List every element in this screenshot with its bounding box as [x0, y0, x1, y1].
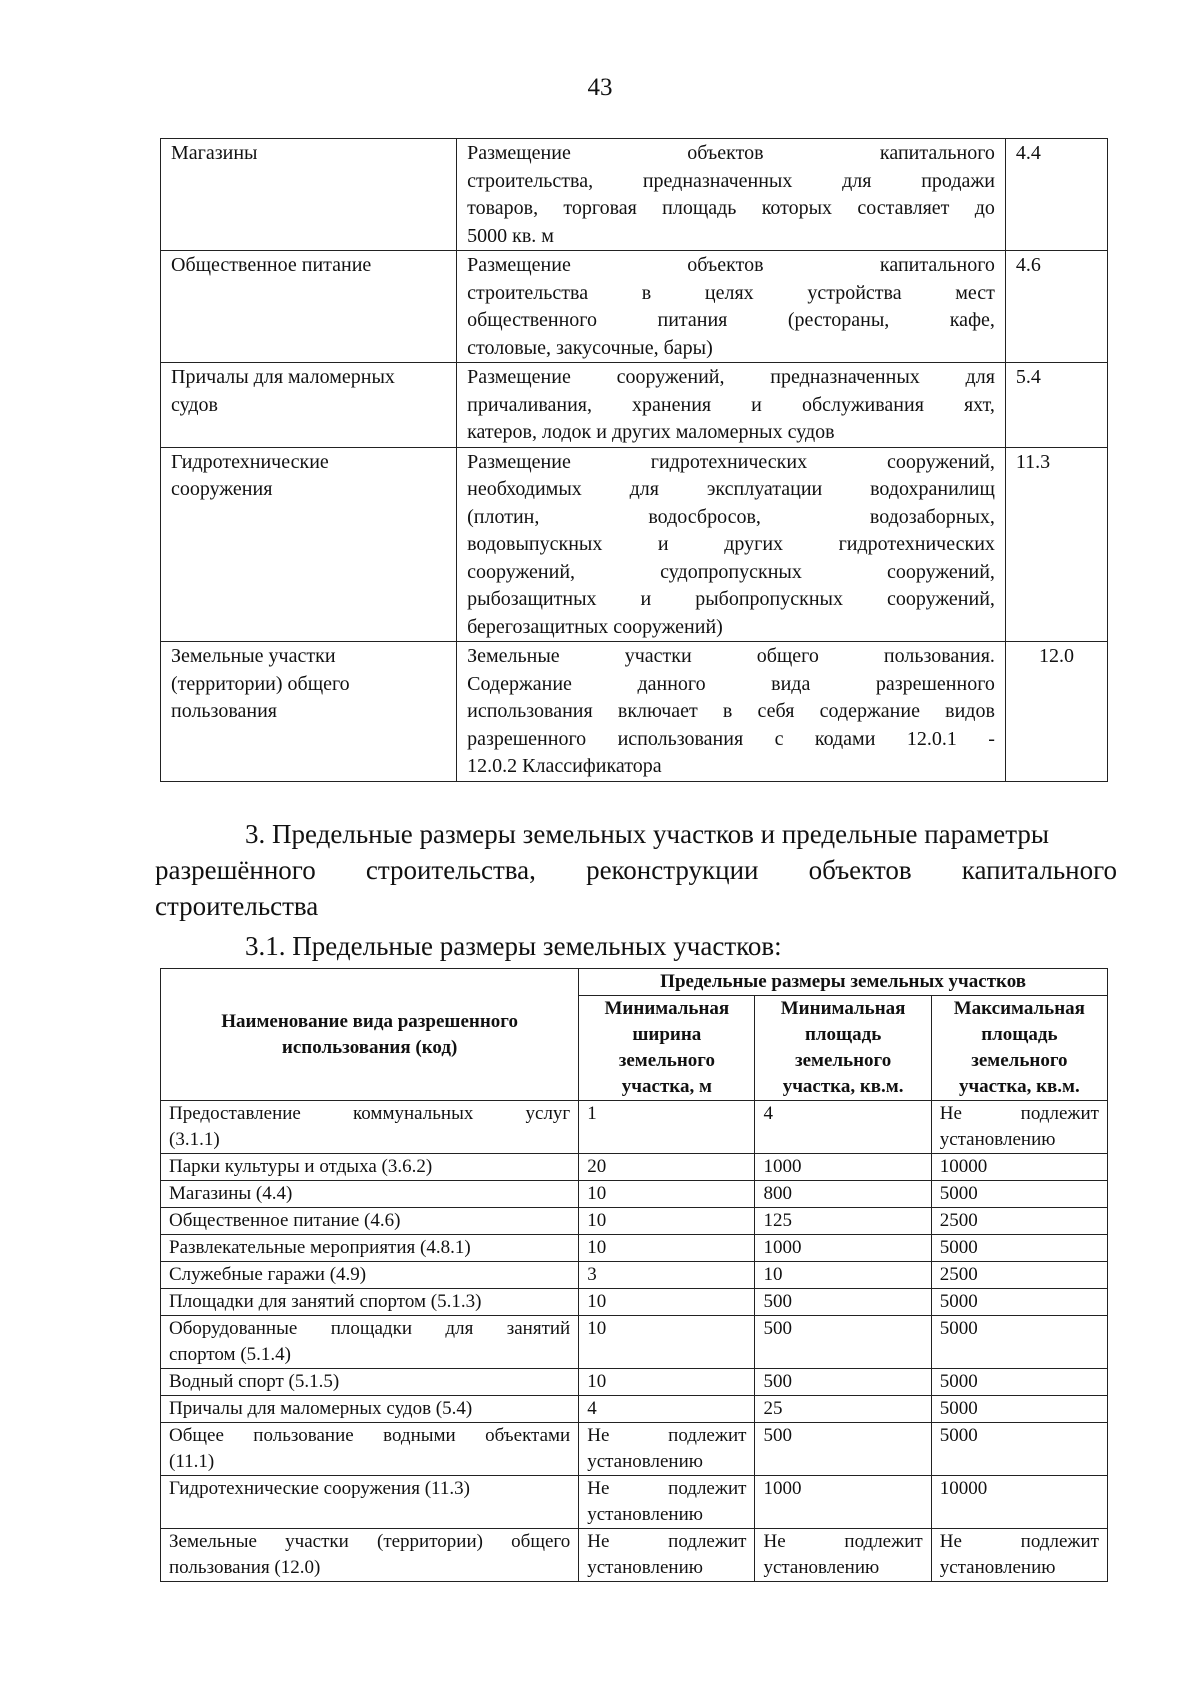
permitted-use-table-body — [161, 139, 1108, 782]
min-width-cell-line: 10 — [587, 1210, 607, 1231]
permitted-use-row — [161, 447, 1108, 642]
use-name-cell-line: спортом (5.1.4) — [169, 1344, 291, 1365]
page-number: 43 — [587, 74, 613, 101]
plot-size-row — [161, 1369, 1108, 1396]
max-area-cell — [931, 1262, 1107, 1289]
section-3-heading — [155, 816, 1117, 924]
min-width-cell-line: Не подлежит — [587, 1478, 747, 1499]
min-area-cell-line: установлению — [763, 1557, 880, 1578]
use-description-line: общественного питания (рестораны, кафе, — [467, 309, 995, 331]
min-width-cell-line: 1 — [587, 1103, 597, 1124]
max-area-cell — [931, 1316, 1107, 1369]
max-area-cell — [931, 1154, 1107, 1181]
use-code-cell: 12.0 — [1005, 642, 1107, 782]
min-area-cell — [755, 1262, 931, 1289]
header-limit-column-line: площадь — [804, 1024, 882, 1045]
plot-size-row — [161, 1235, 1108, 1262]
use-name-line: пользования — [171, 700, 277, 722]
use-name-cell-line: Магазины (4.4) — [169, 1183, 293, 1204]
permitted-use-row — [161, 363, 1108, 448]
min-width-cell-line: установлению — [587, 1557, 703, 1578]
use-name-cell — [161, 1181, 579, 1208]
max-area-cell — [931, 1235, 1107, 1262]
min-width-cell — [579, 1208, 755, 1235]
min-width-cell — [579, 1154, 755, 1181]
min-width-cell — [579, 1235, 755, 1262]
min-width-cell-line: Не подлежит — [587, 1425, 747, 1446]
use-description-line: Земельные участки общего пользования. — [467, 645, 995, 667]
section-3-1-text: 3.1. Предельные размеры земельных участков: — [245, 931, 782, 961]
use-description-line: строительства в целях устройства мест — [467, 281, 995, 304]
use-name-cell — [161, 1289, 579, 1316]
use-description-line: столовые, закусочные, бары) — [467, 336, 713, 359]
max-area-cell-line: 5000 — [939, 1291, 978, 1312]
max-area-cell-line: 5000 — [939, 1371, 978, 1392]
min-width-cell-line: 10 — [587, 1183, 607, 1204]
min-area-cell-line: 25 — [763, 1398, 783, 1419]
use-name-cell — [161, 139, 457, 251]
min-width-cell-line: 3 — [587, 1264, 597, 1285]
use-description-cell — [457, 139, 1006, 251]
max-area-cell-line: 2500 — [939, 1264, 978, 1285]
min-width-cell-line: 4 — [587, 1398, 597, 1419]
use-name-cell-line: Водный спорт (5.1.5) — [169, 1371, 340, 1392]
min-area-cell — [755, 1476, 931, 1529]
min-width-cell-line: 10 — [587, 1237, 607, 1258]
header-use-name-text: Наименование вида разрешенного использования (код) — [221, 1010, 518, 1058]
use-name-cell-line: Парки культуры и отдыха (3.6.2) — [169, 1156, 433, 1177]
use-name-cell-line: (3.1.1) — [169, 1129, 220, 1150]
use-name-cell-line: (11.1) — [169, 1451, 215, 1472]
use-description-line: (плотин, водосбросов, водозаборных, — [467, 505, 995, 528]
use-description-line: сооружений, судопропускных сооружений, — [467, 560, 995, 583]
plot-size-row — [161, 1262, 1108, 1289]
max-area-cell — [931, 1529, 1107, 1582]
use-name-cell — [161, 642, 457, 782]
max-area-cell-line: Не подлежит — [939, 1531, 1099, 1552]
max-area-cell-line: 10000 — [939, 1156, 988, 1177]
max-area-cell-line: установлению — [939, 1129, 1056, 1150]
header-limit-column-line: участка, м — [621, 1076, 712, 1097]
max-area-cell-line: 2500 — [939, 1210, 978, 1231]
use-description-cell — [457, 642, 1006, 782]
max-area-cell-line: 5000 — [939, 1398, 978, 1419]
header-limit-column-line: площадь — [981, 1024, 1058, 1045]
use-description-line: Размещение гидротехнических сооружений, — [467, 450, 995, 473]
use-name-cell-line: Гидротехнические сооружения (11.3) — [169, 1478, 470, 1499]
use-name-line: Земельные участки — [171, 645, 336, 667]
min-width-cell — [579, 1396, 755, 1423]
header-limit-column-line: Максимальная — [953, 998, 1085, 1019]
use-description-line: строительства, предназначенных для продажи — [467, 169, 995, 192]
plot-size-row — [161, 1154, 1108, 1181]
use-description-cell — [457, 251, 1006, 363]
use-name-cell — [161, 1154, 579, 1181]
plot-size-row — [161, 1423, 1108, 1476]
header-limits-group — [579, 969, 1108, 996]
use-name-line: сооружения — [171, 478, 273, 500]
use-name-cell-line: Развлекательные мероприятия (4.8.1) — [169, 1237, 471, 1258]
min-width-cell-line: установлению — [587, 1504, 703, 1525]
use-name-cell — [161, 1101, 579, 1154]
use-name-line: судов — [171, 393, 218, 416]
min-width-cell-line: 10 — [587, 1291, 607, 1312]
header-limit-column-line: земельного — [618, 1050, 715, 1071]
use-description-line: рыбозащитных и рыбопропускных сооружений, — [467, 588, 995, 610]
use-name-cell — [161, 447, 457, 642]
use-name-cell — [161, 1235, 579, 1262]
permitted-use-row — [161, 251, 1108, 363]
section-3-line-3: строительства — [155, 891, 319, 921]
header-limit-column — [579, 996, 755, 1101]
header-limit-column-line: земельного — [971, 1050, 1068, 1071]
min-area-cell-line: 500 — [763, 1318, 792, 1339]
use-description-line: необходимых для эксплуатации водохранилищ — [467, 478, 995, 500]
use-description-line: Размещение объектов капитального — [467, 142, 995, 164]
max-area-cell — [931, 1101, 1107, 1154]
max-area-cell-line: Не подлежит — [939, 1103, 1099, 1124]
min-area-cell — [755, 1369, 931, 1396]
min-area-cell-line: 800 — [763, 1183, 792, 1204]
max-area-cell-line: 5000 — [939, 1183, 978, 1204]
use-code-cell: 4.6 — [1005, 251, 1107, 363]
header-limit-column-line: Минимальная — [780, 998, 906, 1019]
min-width-cell-line: 10 — [587, 1371, 607, 1392]
use-name-cell-line: Общее пользование водными объектами — [169, 1425, 571, 1446]
header-limit-column-line: ширина — [632, 1024, 702, 1045]
min-area-cell-line: 1000 — [763, 1237, 802, 1258]
use-name-cell-line: Оборудованные площадки для занятий — [169, 1318, 571, 1339]
min-area-cell — [755, 1316, 931, 1369]
min-width-cell — [579, 1262, 755, 1289]
plot-size-limits-header — [161, 969, 1108, 1101]
min-width-cell — [579, 1181, 755, 1208]
use-name-cell-line: Предоставление коммунальных услуг — [169, 1103, 571, 1124]
use-name-cell — [161, 363, 457, 448]
max-area-cell-line: 10000 — [939, 1478, 988, 1499]
use-name-line: Магазины — [171, 142, 258, 164]
min-area-cell-line: 125 — [763, 1210, 792, 1231]
use-name-cell — [161, 1262, 579, 1289]
min-area-cell — [755, 1154, 931, 1181]
header-limit-column-line: участка, кв.м. — [782, 1076, 904, 1097]
header-use-name — [161, 969, 579, 1101]
plot-size-row — [161, 1476, 1108, 1529]
section-3-1-heading — [155, 928, 1117, 964]
permitted-use-row — [161, 642, 1108, 782]
plot-size-row — [161, 1529, 1108, 1582]
section-3-line-2: разрешённого строительства, реконструкции объектов капитального — [155, 855, 1117, 885]
use-description-line: использования включает в себя содержание видов — [467, 700, 995, 722]
use-description-line: 5000 кв. м — [467, 224, 554, 247]
plot-size-limits-body — [161, 1101, 1108, 1582]
min-width-cell — [579, 1529, 755, 1582]
min-area-cell-line: 500 — [763, 1291, 792, 1312]
use-name-cell — [161, 1369, 579, 1396]
use-name-cell-line: Земельные участки (территории) общего — [169, 1531, 571, 1552]
min-width-cell — [579, 1369, 755, 1396]
max-area-cell-line: 5000 — [939, 1318, 978, 1339]
max-area-cell-line: 5000 — [939, 1237, 978, 1258]
plot-size-limits-table — [160, 968, 1108, 1582]
use-description-line: Размещение сооружений, предназначенных для — [467, 366, 995, 388]
min-area-cell — [755, 1235, 931, 1262]
max-area-cell-line: установлению — [939, 1557, 1056, 1578]
min-width-cell-line: 20 — [587, 1156, 607, 1177]
use-description-line: товаров, торговая площадь которых составляет до — [467, 197, 995, 219]
min-area-cell-line: Не подлежит — [763, 1531, 923, 1552]
header-limit-column — [755, 996, 931, 1101]
min-area-cell — [755, 1101, 931, 1154]
use-name-cell — [161, 1208, 579, 1235]
plot-size-row — [161, 1208, 1108, 1235]
use-description-line: Размещение объектов капитального — [467, 254, 995, 276]
use-description-line: 12.0.2 Классификатора — [467, 755, 662, 777]
header-limits-group-text: Предельные размеры земельных участков — [660, 971, 1027, 992]
min-width-cell-line: 10 — [587, 1318, 607, 1339]
min-width-cell-line: установлению — [587, 1451, 703, 1472]
use-description-line: водовыпускных и других гидротехнических — [467, 533, 995, 555]
header-limit-column — [931, 996, 1107, 1101]
use-name-cell — [161, 1529, 579, 1582]
max-area-cell — [931, 1181, 1107, 1208]
use-description-cell — [457, 447, 1006, 642]
use-name-line: (территории) общего — [171, 672, 350, 695]
max-area-cell — [931, 1423, 1107, 1476]
min-area-cell — [755, 1396, 931, 1423]
max-area-cell — [931, 1289, 1107, 1316]
header-limit-column-line: Минимальная — [604, 998, 730, 1019]
min-area-cell-line: 1000 — [763, 1478, 802, 1499]
max-area-cell-line: 5000 — [939, 1425, 978, 1446]
section-3-line-1: 3. Предельные размеры земельных участков и предельные параметры — [245, 819, 1049, 849]
min-width-cell — [579, 1476, 755, 1529]
max-area-cell — [931, 1369, 1107, 1396]
permitted-use-row — [161, 139, 1108, 251]
plot-size-row — [161, 1101, 1108, 1154]
min-area-cell — [755, 1181, 931, 1208]
use-name-cell-line: пользования (12.0) — [169, 1557, 321, 1578]
header-limit-column-line: земельного — [794, 1050, 892, 1071]
min-width-cell — [579, 1316, 755, 1369]
min-area-cell — [755, 1208, 931, 1235]
min-width-cell — [579, 1289, 755, 1316]
min-width-cell — [579, 1101, 755, 1154]
max-area-cell — [931, 1208, 1107, 1235]
use-name-cell-line: Причалы для маломерных судов (5.4) — [169, 1398, 473, 1419]
min-area-cell-line: 500 — [763, 1425, 792, 1446]
use-name-cell — [161, 1396, 579, 1423]
use-code-cell: 11.3 — [1005, 447, 1107, 642]
use-name-cell-line: Площадки для занятий спортом (5.1.3) — [169, 1291, 482, 1312]
use-name-cell — [161, 1476, 579, 1529]
min-width-cell — [579, 1423, 755, 1476]
use-description-line: Содержание данного вида разрешенного — [467, 672, 995, 695]
min-area-cell-line: 4 — [763, 1103, 773, 1124]
use-name-cell-line: Служебные гаражи (4.9) — [169, 1264, 367, 1285]
min-area-cell — [755, 1423, 931, 1476]
use-name-line: Общественное питание — [171, 254, 372, 276]
header-row-1 — [161, 969, 1108, 996]
plot-size-row — [161, 1289, 1108, 1316]
use-code-cell: 5.4 — [1005, 363, 1107, 448]
use-description-line: причаливания, хранения и обслуживания яхт, — [467, 393, 995, 416]
use-name-cell — [161, 1423, 579, 1476]
use-description-line: берегозащитных сооружений) — [467, 615, 723, 638]
max-area-cell — [931, 1476, 1107, 1529]
permitted-use-table — [160, 138, 1108, 782]
max-area-cell — [931, 1396, 1107, 1423]
plot-size-row — [161, 1396, 1108, 1423]
use-name-line: Гидротехнические — [171, 450, 329, 473]
use-description-cell — [457, 363, 1006, 448]
min-area-cell-line: 1000 — [763, 1156, 802, 1177]
use-code-cell: 4.4 — [1005, 139, 1107, 251]
use-description-line: разрешенного использования с кодами 12.0.1 - — [467, 727, 995, 750]
use-name-cell-line: Общественное питание (4.6) — [169, 1210, 401, 1231]
header-limit-column-line: участка, кв.м. — [958, 1076, 1080, 1097]
min-width-cell-line: Не подлежит — [587, 1531, 747, 1552]
min-area-cell — [755, 1289, 931, 1316]
plot-size-row — [161, 1181, 1108, 1208]
min-area-cell — [755, 1529, 931, 1582]
use-name-cell — [161, 1316, 579, 1369]
min-area-cell-line: 500 — [763, 1371, 792, 1392]
use-name-line: Причалы для маломерных — [171, 366, 395, 388]
use-name-cell — [161, 251, 457, 363]
plot-size-row — [161, 1316, 1108, 1369]
use-description-line: катеров, лодок и других маломерных судов — [467, 421, 835, 443]
min-area-cell-line: 10 — [763, 1264, 783, 1285]
